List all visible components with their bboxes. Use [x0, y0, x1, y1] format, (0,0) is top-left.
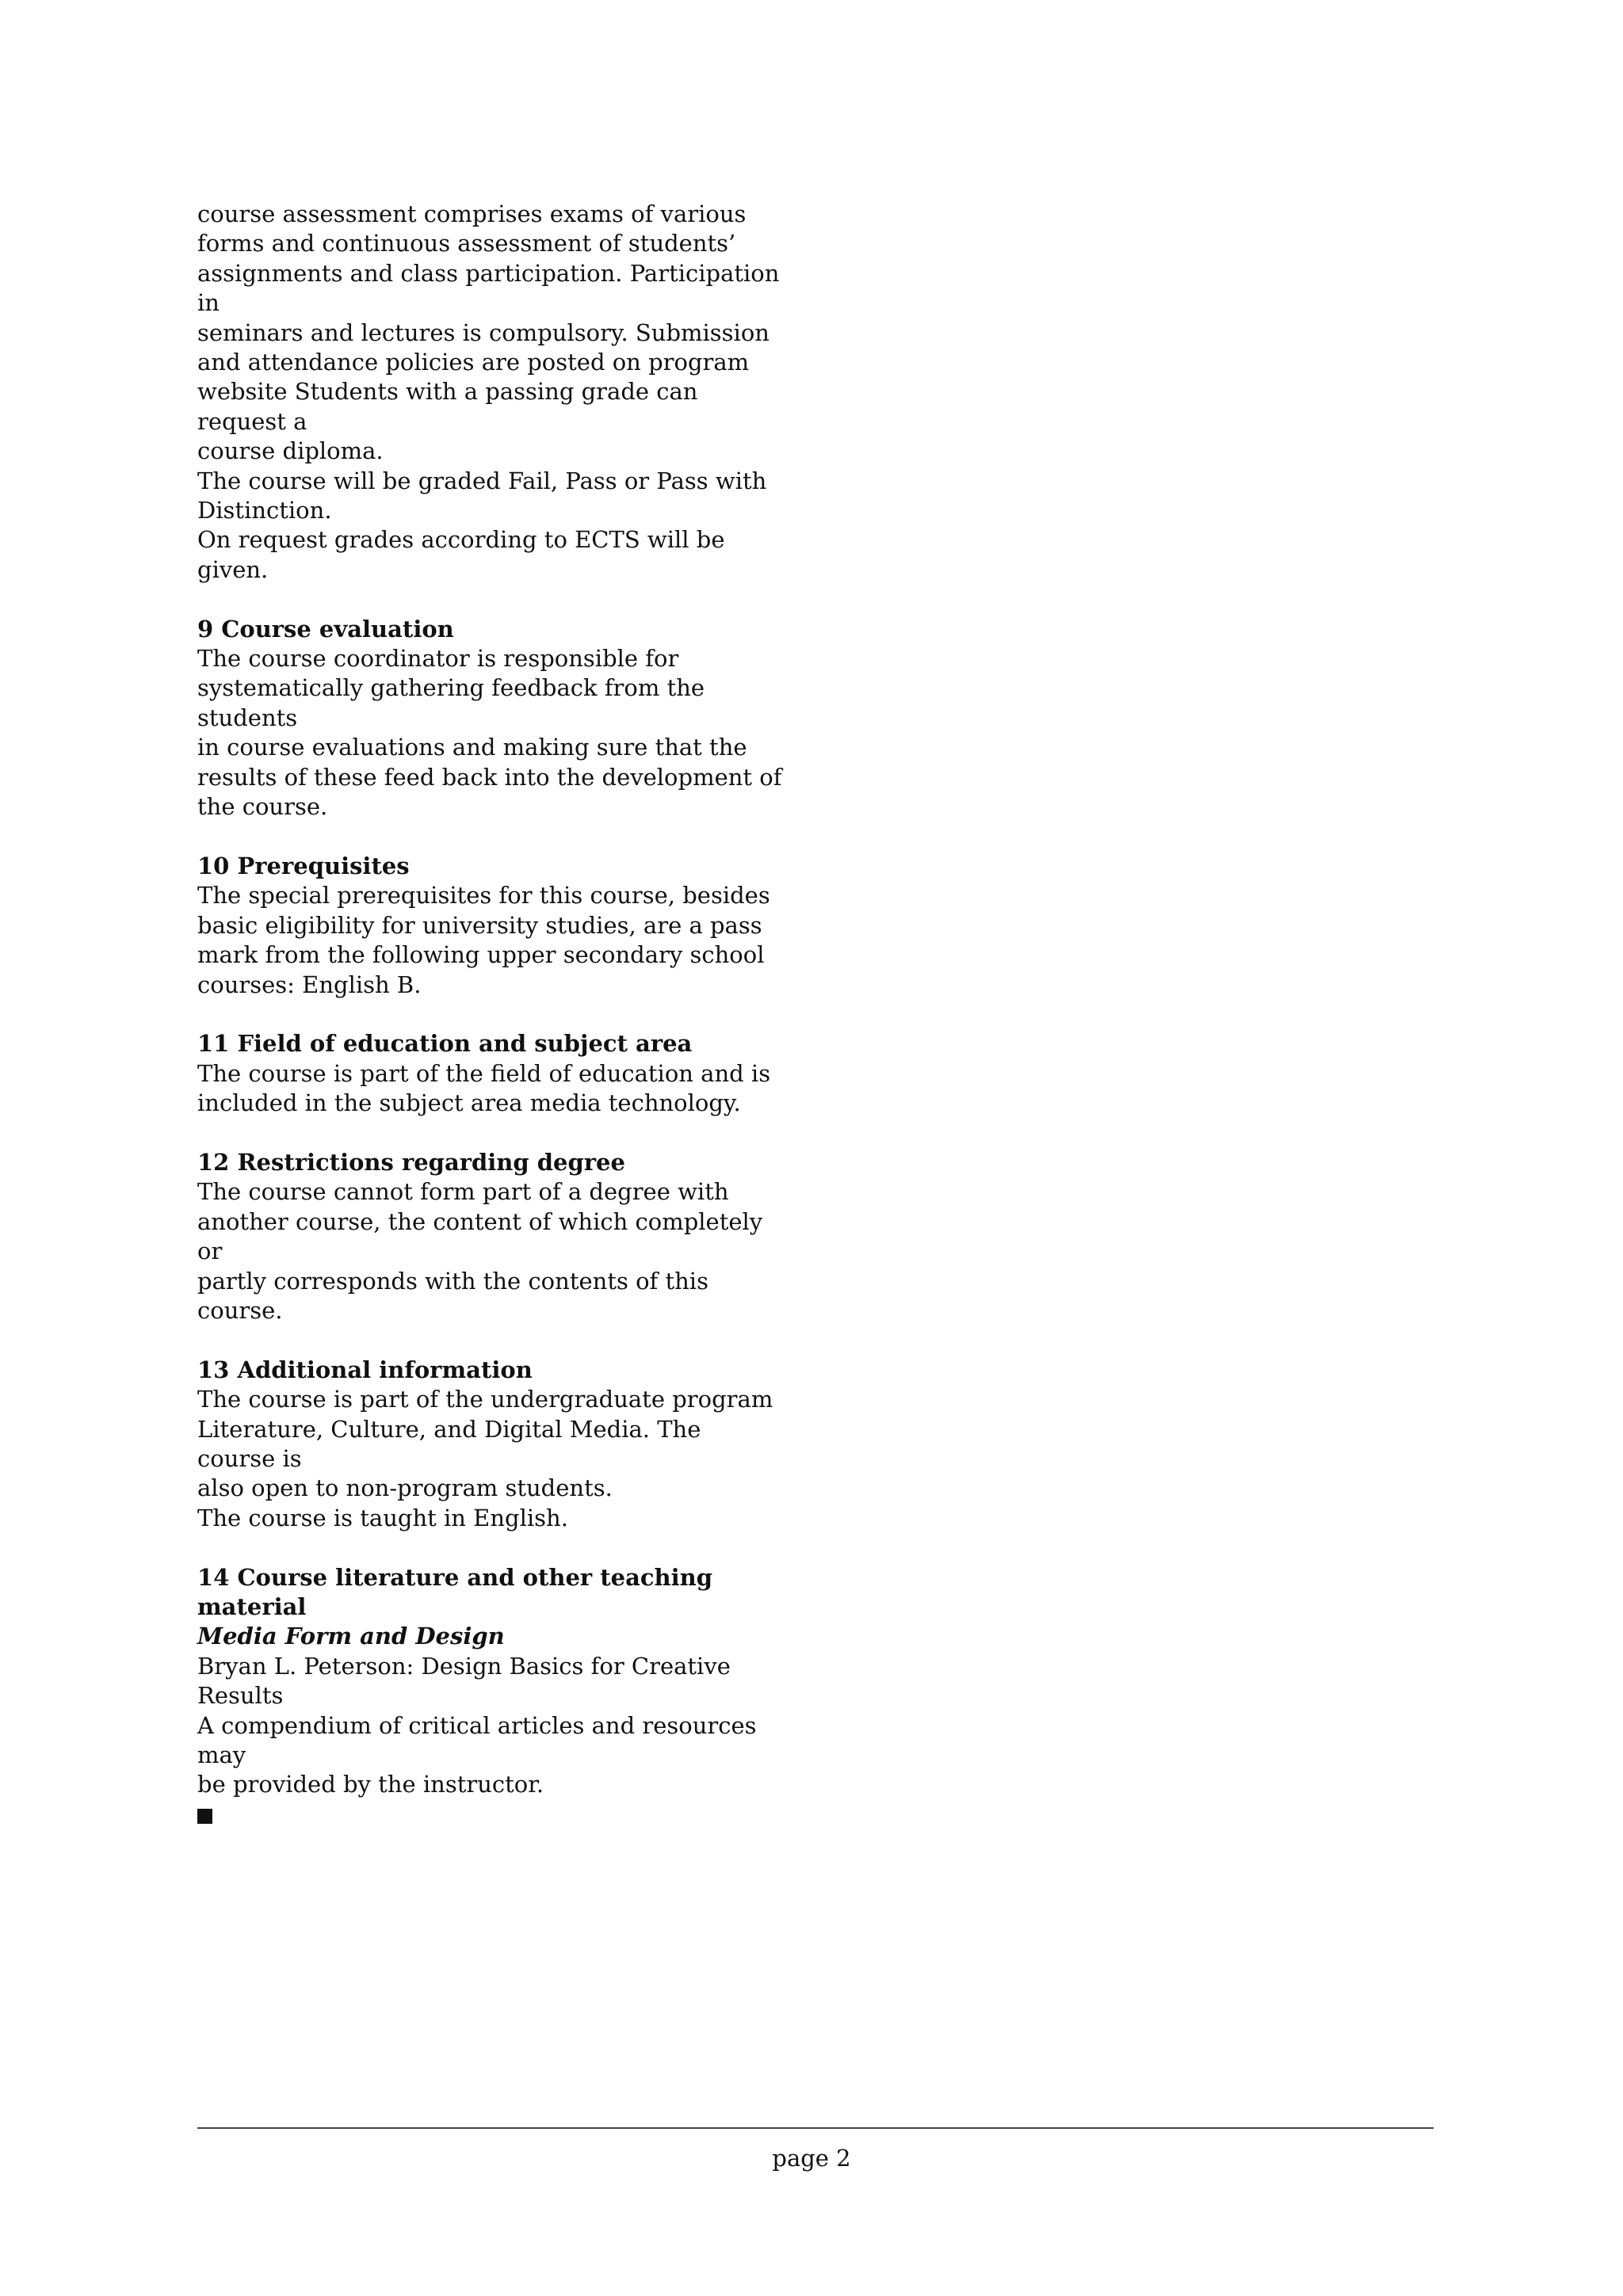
- text-line: seminars and lectures is compulsory. Submission: [197, 318, 769, 346]
- section-field-of-education: [197, 1029, 784, 1118]
- text-line: partly corresponds with the contents of this course.: [197, 1267, 708, 1324]
- text-line: course diploma.: [197, 437, 384, 465]
- text-line: On request grades according to ECTS will be given.: [197, 526, 725, 583]
- text-line: be provided by the instructor.: [197, 1771, 544, 1798]
- section-heading: 14 Course literature and other teaching material: [197, 1563, 713, 1620]
- section-heading: 11 Field of education and subject area: [197, 1030, 693, 1058]
- end-of-document-square-icon: [197, 1809, 212, 1824]
- footer-divider: [197, 2127, 1434, 2129]
- text-line: another course, the content of which completely or: [197, 1207, 763, 1265]
- section-heading: 9 Course evaluation: [197, 615, 454, 643]
- text-line: The course is part of the undergraduate program: [197, 1386, 773, 1413]
- text-line: assignments and class participation. Participation in: [197, 259, 780, 317]
- text-line: A compendium of critical articles and resources may: [197, 1711, 757, 1769]
- section-restrictions-degree: [197, 1148, 784, 1325]
- section-heading: 10 Prerequisites: [197, 852, 410, 879]
- text-line: The course will be graded Fail, Pass or Pass with: [197, 467, 767, 494]
- text-line: website Students with a passing grade can request a: [197, 378, 698, 435]
- text-line: included in the subject area media technology.: [197, 1089, 741, 1117]
- section-heading: 13 Additional information: [197, 1356, 533, 1383]
- text-line: also open to non-program students.: [197, 1474, 613, 1502]
- section-course-evaluation: [197, 615, 784, 822]
- text-line: The course is taught in English.: [197, 1504, 568, 1531]
- text-line: The course coordinator is responsible for: [197, 645, 679, 673]
- section-additional-information: [197, 1356, 784, 1533]
- text-line: Distinction.: [197, 497, 332, 524]
- section-prerequisites: [197, 852, 784, 1000]
- book-group-title: Media Form and Design: [197, 1623, 505, 1650]
- section-heading: 12 Restrictions regarding degree: [197, 1148, 625, 1176]
- text-line: results of these feed back into the development of: [197, 763, 782, 791]
- text-line: The special prerequisites for this course, besides: [197, 882, 770, 910]
- text-line: course assessment comprises exams of various: [197, 200, 747, 227]
- text-line: Literature, Culture, and Digital Media. The course is: [197, 1415, 701, 1472]
- text-line: courses: English B.: [197, 971, 422, 998]
- page-number: page 2: [772, 2145, 851, 2172]
- text-line: The course is part of the field of education and is: [197, 1059, 771, 1087]
- text-line: forms and continuous assessment of students’: [197, 230, 736, 257]
- section-course-literature: [197, 1563, 784, 1824]
- assessment-paragraph: [197, 200, 784, 585]
- text-line: Bryan L. Peterson: Design Basics for Creative: [197, 1652, 731, 1680]
- text-line: and attendance policies are posted on program: [197, 349, 750, 376]
- text-line: the course.: [197, 793, 328, 821]
- text-line: in course evaluations and making sure that the: [197, 734, 747, 761]
- text-line: systematically gathering feedback from the students: [197, 674, 705, 731]
- document-body: [197, 200, 784, 1824]
- text-line: The course cannot form part of a degree with: [197, 1178, 729, 1206]
- text-line: basic eligibility for university studies, are a pass: [197, 911, 762, 939]
- text-line: Results: [197, 1682, 284, 1710]
- text-line: mark from the following upper secondary school: [197, 941, 765, 969]
